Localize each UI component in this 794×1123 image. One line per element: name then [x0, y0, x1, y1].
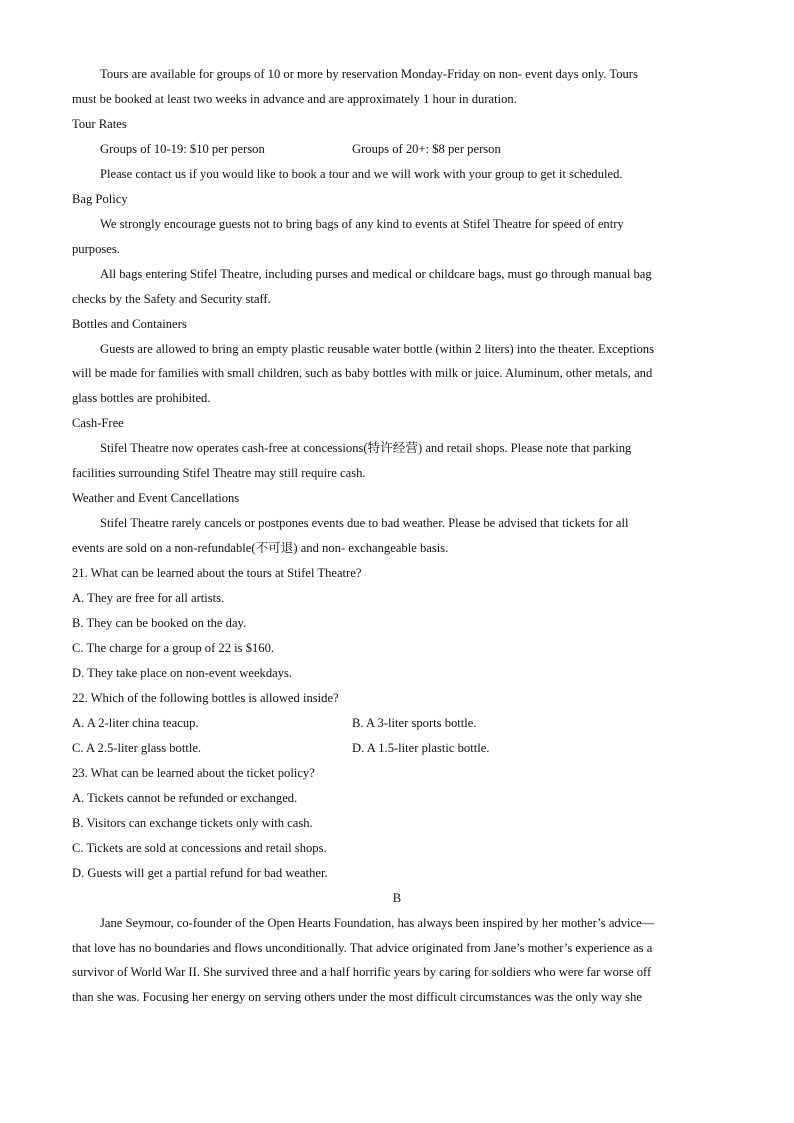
weather-heading: Weather and Event Cancellations: [72, 491, 240, 505]
q23-option-d: D. Guests will get a partial refund for bad weather.: [72, 866, 328, 880]
q21-option-c: C. The charge for a group of 22 is $160.: [72, 641, 275, 655]
section-b-line2: that love has no boundaries and flows unconditionally. That advice originated from Jane’s mother’s experience as a: [72, 941, 653, 955]
bottles-line2: will be made for families with small children, such as baby bottles with milk or juice. Aluminum, other metals, and: [72, 366, 653, 380]
q23-option-b: B. Visitors can exchange tickets only with cash.: [72, 816, 313, 830]
cash-free-line2: facilities surrounding Stifel Theatre may still require cash.: [72, 466, 366, 480]
cash-free-heading: Cash-Free: [72, 416, 124, 430]
cash-free-line1: Stifel Theatre now operates cash-free at concessions(特许经营) and retail shops. Please note that parking: [100, 441, 632, 455]
section-b-line3: survivor of World War II. She survived three and a half horrific years by caring for soldiers who were far worse off: [72, 965, 652, 979]
weather-line2: events are sold on a non-refundable(不可退) and non- exchangeable basis.: [72, 541, 449, 555]
q21-option-d: D. They take place on non-event weekdays.: [72, 666, 293, 680]
q22-question: 22. Which of the following bottles is allowed inside?: [72, 691, 339, 705]
section-b-line4: than she was. Focusing her energy on serving others under the most difficult circumstances was the only way she: [72, 990, 642, 1004]
section-b-line1: Jane Seymour, co-founder of the Open Hearts Foundation, has always been inspired by her mother’s advice—: [100, 916, 655, 930]
q22-option-a: A. A 2-liter china teacup.: [72, 716, 199, 730]
q22-option-d: D. A 1.5-liter plastic bottle.: [352, 741, 490, 755]
q21-option-b: B. They can be booked on the day.: [72, 616, 247, 630]
tour-contact-text: Please contact us if you would like to book a tour and we will work with your group to get it scheduled.: [100, 167, 623, 181]
q22-option-b: B. A 3-liter sports bottle.: [352, 716, 477, 730]
bag-policy-heading: Bag Policy: [72, 192, 128, 206]
section-b-label: B: [392, 891, 402, 905]
tours-text-line1: Tours are available for groups of 10 or more by reservation Monday-Friday on non- event days only. Tours: [100, 67, 638, 81]
bag-policy-p2-line1: All bags entering Stifel Theatre, including purses and medical or childcare bags, must go through manual bag: [100, 267, 652, 281]
q21-question: 21. What can be learned about the tours at Stifel Theatre?: [72, 566, 362, 580]
tour-rate-small-groups: Groups of 10-19: $10 per person: [100, 142, 265, 156]
bag-policy-p1-line2: purposes.: [72, 242, 120, 256]
tour-rate-large-groups: Groups of 20+: $8 per person: [352, 142, 501, 156]
q21-option-a: A. They are free for all artists.: [72, 591, 225, 605]
q23-option-c: C. Tickets are sold at concessions and retail shops.: [72, 841, 327, 855]
q23-question: 23. What can be learned about the ticket policy?: [72, 766, 315, 780]
q22-option-c: C. A 2.5-liter glass bottle.: [72, 741, 202, 755]
bottles-heading: Bottles and Containers: [72, 317, 187, 331]
bag-policy-p2-line2: checks by the Safety and Security staff.: [72, 292, 271, 306]
tour-rates-heading: Tour Rates: [72, 117, 127, 131]
weather-line1: Stifel Theatre rarely cancels or postpones events due to bad weather. Please be advised that tickets for all: [100, 516, 629, 530]
bag-policy-p1-line1: We strongly encourage guests not to bring bags of any kind to events at Stifel Theatre for speed of entry: [100, 217, 624, 231]
tours-text-line2: must be booked at least two weeks in advance and are approximately 1 hour in duration.: [72, 92, 517, 106]
q23-option-a: A. Tickets cannot be refunded or exchanged.: [72, 791, 298, 805]
bottles-line1: Guests are allowed to bring an empty plastic reusable water bottle (within 2 liters) into the theater. Exceptions: [100, 342, 654, 356]
bottles-line3: glass bottles are prohibited.: [72, 391, 211, 405]
